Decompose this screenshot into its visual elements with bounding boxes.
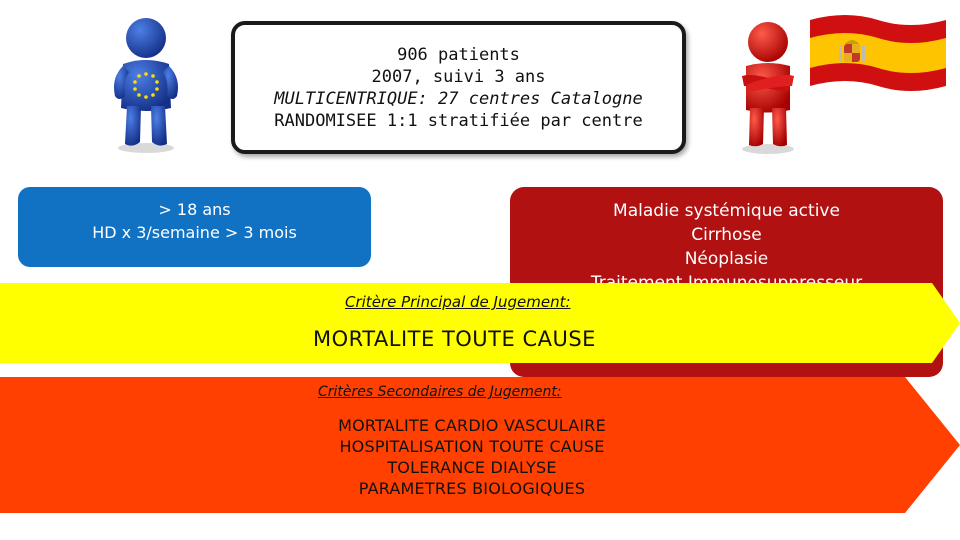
primary-endpoint-title: Critère Principal de Jugement:: [345, 293, 571, 311]
secondary-endpoint-item: TOLERANCE DIALYSE: [387, 458, 557, 477]
inclusion-criteria-box: [18, 187, 371, 267]
study-multicentre: MULTICENTRIQUE: 27 centres Catalogne: [274, 88, 643, 109]
secondary-endpoints-title: Critères Secondaires de Jugement:: [318, 384, 562, 400]
secondary-endpoint-item: PARAMETRES BIOLOGIQUES: [358, 479, 586, 498]
red-figure-icon: [728, 20, 808, 154]
inclusion-dialysis: HD x 3/semaine > 3 mois: [92, 223, 297, 242]
primary-endpoint-value: MORTALITE TOUTE CAUSE: [313, 327, 596, 351]
spain-flag-icon: [806, 12, 950, 94]
exclusion-neoplasia: Néoplasie: [684, 249, 769, 269]
secondary-endpoints-list: [260, 415, 684, 499]
inclusion-age: > 18 ans: [158, 200, 231, 219]
study-patients: 906 patients: [397, 44, 520, 65]
primary-endpoint-arrow: [0, 283, 960, 363]
secondary-endpoints-arrow: [0, 377, 960, 513]
exclusion-systemic-disease: Maladie systémique active: [613, 201, 840, 221]
study-randomisation: RANDOMISEE 1:1 stratifiée par centre: [274, 110, 643, 131]
exclusion-cirrhosis: Cirrhose: [691, 225, 762, 245]
eu-figure-icon: [105, 16, 187, 154]
study-follow-up: 2007, suivi 3 ans: [371, 66, 546, 87]
study-info-box: [231, 21, 686, 154]
secondary-endpoint-item: MORTALITE CARDIO VASCULAIRE: [338, 416, 606, 435]
secondary-endpoint-item: HOSPITALISATION TOUTE CAUSE: [339, 437, 605, 456]
